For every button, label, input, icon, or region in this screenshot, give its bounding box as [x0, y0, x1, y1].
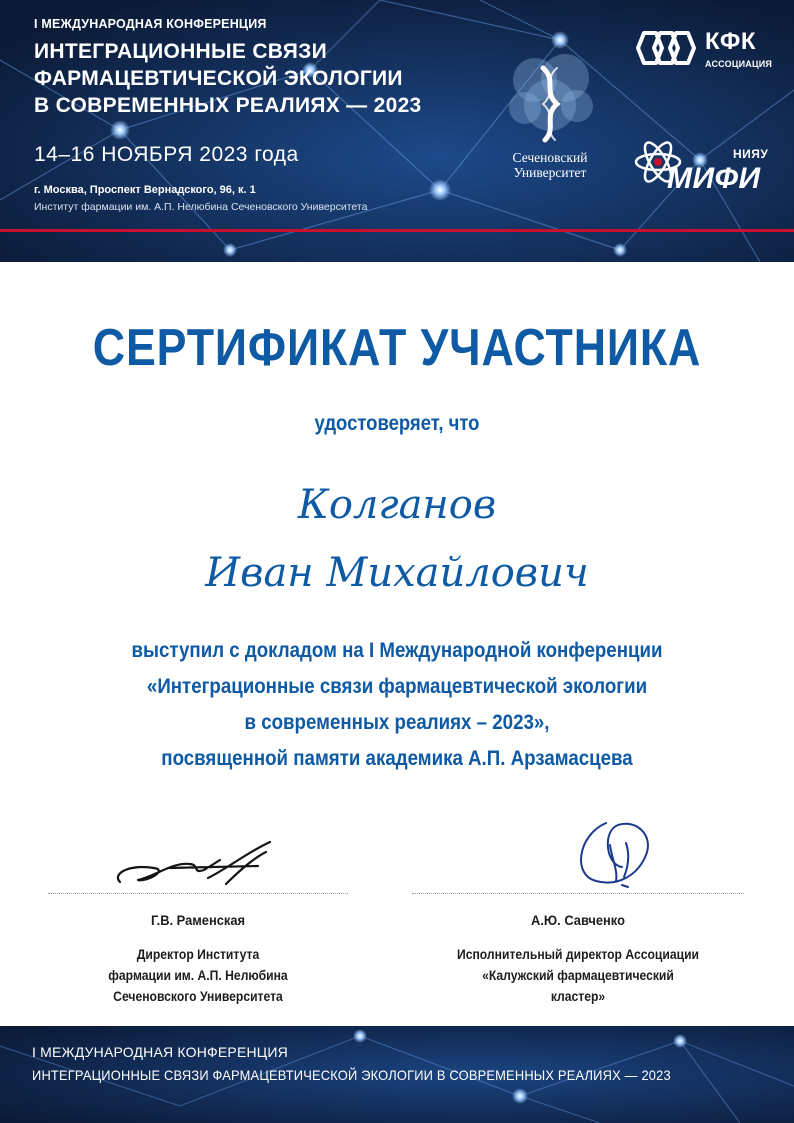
body-text-line: выступил с докладом на I Международной конференции — [131, 638, 663, 662]
signature-savchenko — [566, 815, 666, 895]
kfk-logo-name: КФК — [705, 28, 756, 55]
mifi-logo — [633, 138, 781, 198]
certifies-text: удостоверяет, что — [314, 412, 480, 435]
host-institute: Институт фармации им. А.П. Нелюбина Сеченовского Университета — [34, 201, 368, 213]
dna-tree-icon — [495, 50, 605, 148]
participant-given-names: Иван Михайлович — [205, 550, 589, 596]
conference-dates: 14–16 НОЯБРЯ 2023 года — [34, 143, 299, 166]
kfk-logo-subtitle: АССОЦИАЦИЯ — [705, 59, 773, 69]
signatory-role — [63, 944, 333, 1007]
signatory-role-line: кластер» — [550, 989, 606, 1004]
header-banner — [0, 0, 794, 262]
body-text-line: в современных реалиях – 2023», — [244, 710, 550, 734]
certificate-body-text — [52, 632, 743, 776]
conference-title-line: ИНТЕГРАЦИОННЫЕ СВЯЗИ — [34, 40, 327, 63]
sechenov-logo-text — [495, 150, 605, 180]
signatory-role-line: Директор Института — [136, 947, 260, 962]
participant-surname: Колганов — [297, 482, 497, 528]
certificate-title: СЕРТИФИКАТ УЧАСТНИКА — [92, 319, 702, 377]
sechenov-logo-line: Университет — [513, 165, 587, 180]
signature-line-right — [412, 893, 744, 894]
body-text-line: посвященной памяти академика А.П. Арзамасцева — [161, 746, 633, 770]
signatory-name: А.Ю. Савченко — [531, 912, 625, 928]
kfk-association-logo — [633, 26, 778, 74]
signature-ramenskaya — [108, 838, 288, 894]
sechenov-logo-line: Сеченовский — [512, 150, 588, 165]
conference-address: г. Москва, Проспект Вернадского, 96, к. 1 — [34, 184, 256, 196]
conference-title — [34, 38, 422, 119]
signatory-role-line: фармации им. А.П. Нелюбина — [108, 968, 288, 983]
signatory-role-line: Сеченовского Университета — [113, 989, 283, 1004]
conference-title-line: ФАРМАЦЕВТИЧЕСКОЙ ЭКОЛОГИИ — [34, 67, 403, 90]
signatory-role-line: «Калужский фармацевтический — [482, 968, 674, 983]
mifi-logo-name: МИФИ — [667, 162, 761, 195]
footer-conference-label: I МЕЖДУНАРОДНАЯ КОНФЕРЕНЦИЯ — [32, 1044, 288, 1060]
footer-conference-title: ИНТЕГРАЦИОННЫЕ СВЯЗИ ФАРМАЦЕВТИЧЕСКОЙ ЭКОЛОГИИ В СОВРЕМЕННЫХ РЕАЛИЯХ — 2023 — [32, 1067, 671, 1083]
body-text-line: «Интеграционные связи фармацевтической экологии — [146, 674, 648, 698]
signatory-role-line: Исполнительный директор Ассоциации — [456, 947, 700, 962]
mifi-logo-prefix: НИЯУ — [733, 147, 769, 161]
red-accent-line — [0, 229, 794, 232]
signature-line-left — [48, 893, 348, 894]
conference-label: I МЕЖДУНАРОДНАЯ КОНФЕРЕНЦИЯ — [34, 17, 267, 31]
kfk-hexagon-icon — [633, 28, 699, 68]
signatory-name: Г.В. Раменская — [150, 912, 246, 928]
conference-title-line: В СОВРЕМЕННЫХ РЕАЛИЯХ — 2023 — [34, 94, 422, 117]
footer-banner — [0, 1026, 794, 1123]
signatory-role — [429, 944, 728, 1007]
sechenov-university-logo — [495, 50, 610, 190]
